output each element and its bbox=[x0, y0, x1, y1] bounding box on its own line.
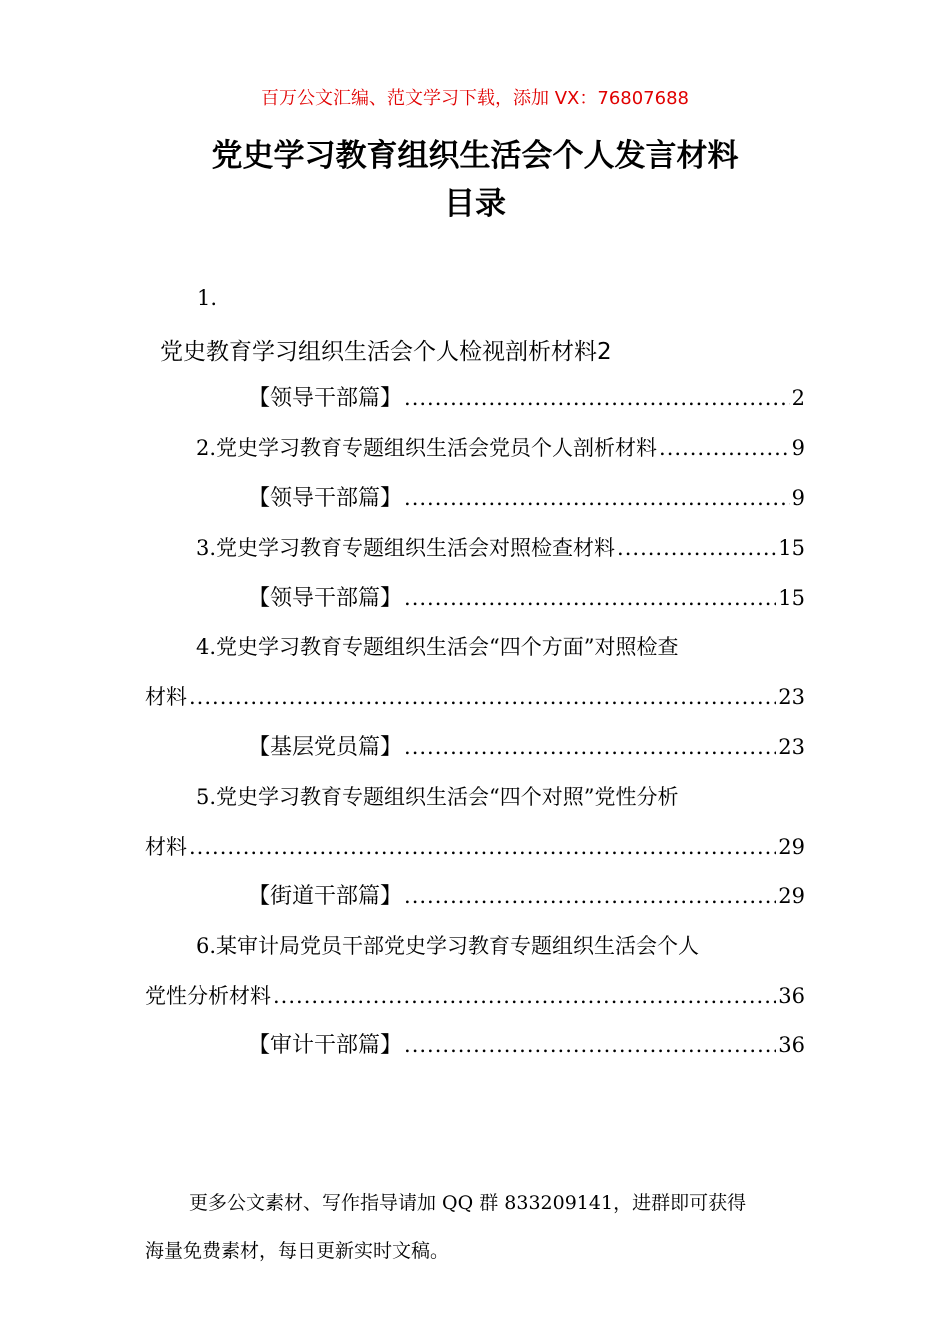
toc-entry-line1: 6.某审计局党员干部党史学习教育专题组织生活会个人 bbox=[196, 934, 700, 958]
toc-entry[interactable] bbox=[145, 981, 805, 1011]
toc-leader-dots bbox=[404, 732, 776, 762]
toc-leader-dots bbox=[617, 533, 776, 563]
toc-entry-line1: 4.党史学习教育专题组织生活会“四个方面”对照检查 bbox=[196, 635, 679, 659]
toc-page-number: 29 bbox=[778, 835, 805, 859]
footer-note-line1: 更多公文素材、写作指导请加 QQ 群 833209141，进群即可获得 bbox=[189, 1192, 747, 1214]
toc-page-number: 9 bbox=[791, 486, 805, 510]
toc-page-number: 29 bbox=[778, 884, 805, 908]
toc-leader-dots bbox=[659, 433, 790, 463]
toc-entry[interactable] bbox=[248, 483, 805, 514]
promo-banner: 百万公文汇编、范文学习下载，添加 VX：76807688 bbox=[261, 88, 689, 109]
toc-entry-text: 【领导干部篇】 bbox=[248, 386, 403, 411]
toc-entry-text: 材料 bbox=[145, 685, 187, 709]
toc-entry[interactable] bbox=[145, 682, 805, 712]
toc-entry-text: 3.党史学习教育专题组织生活会对照检查材料 bbox=[196, 536, 616, 560]
toc-page-number: 2 bbox=[791, 386, 805, 410]
toc-page-number: 36 bbox=[778, 1033, 805, 1057]
toc-entry[interactable] bbox=[196, 433, 805, 463]
toc-leader-dots bbox=[189, 832, 776, 862]
toc-page-number: 36 bbox=[778, 984, 805, 1008]
toc-entry[interactable] bbox=[196, 533, 805, 563]
toc-heading: 目录 bbox=[444, 186, 506, 222]
toc-entry[interactable] bbox=[145, 832, 805, 862]
toc-entry[interactable] bbox=[248, 583, 805, 614]
page-title: 党史学习教育组织生活会个人发言材料 bbox=[211, 138, 739, 174]
toc-page-number: 23 bbox=[778, 735, 805, 759]
toc-entry-1-title: 党史教育学习组织生活会个人检视剖析材料2 bbox=[160, 339, 612, 365]
toc-entry-text: 【领导干部篇】 bbox=[248, 486, 403, 511]
toc-entry-text: 【审计干部篇】 bbox=[248, 1033, 403, 1058]
toc-leader-dots bbox=[189, 682, 776, 712]
footer-note-line2: 海量免费素材，每日更新实时文稿。 bbox=[145, 1240, 450, 1262]
toc-page-number: 23 bbox=[778, 685, 805, 709]
toc-page-number: 15 bbox=[778, 586, 805, 610]
toc-leader-dots bbox=[404, 583, 776, 613]
toc-leader-dots bbox=[273, 981, 776, 1011]
toc-entry-1-number: 1. bbox=[197, 286, 218, 310]
toc-leader-dots bbox=[404, 881, 776, 911]
toc-entry[interactable] bbox=[248, 732, 805, 763]
toc-entry-text: 【基层党员篇】 bbox=[248, 735, 403, 760]
toc-entry-text: 材料 bbox=[145, 835, 187, 859]
toc-entry-line1: 5.党史学习教育专题组织生活会“四个对照”党性分析 bbox=[196, 785, 679, 809]
toc-entry-text: 【领导干部篇】 bbox=[248, 586, 403, 611]
toc-entry[interactable] bbox=[248, 383, 805, 414]
toc-entry-text: 【街道干部篇】 bbox=[248, 884, 403, 909]
toc-entry[interactable] bbox=[248, 881, 805, 912]
toc-page-number: 15 bbox=[778, 536, 805, 560]
toc-leader-dots bbox=[404, 483, 790, 513]
toc-entry[interactable] bbox=[248, 1030, 805, 1061]
toc-page-number: 9 bbox=[791, 436, 805, 460]
toc-leader-dots bbox=[404, 1030, 776, 1060]
toc-entry-text: 党性分析材料 bbox=[145, 984, 271, 1008]
toc-entry-text: 2.党史学习教育专题组织生活会党员个人剖析材料 bbox=[196, 436, 658, 460]
toc-leader-dots bbox=[404, 383, 790, 413]
